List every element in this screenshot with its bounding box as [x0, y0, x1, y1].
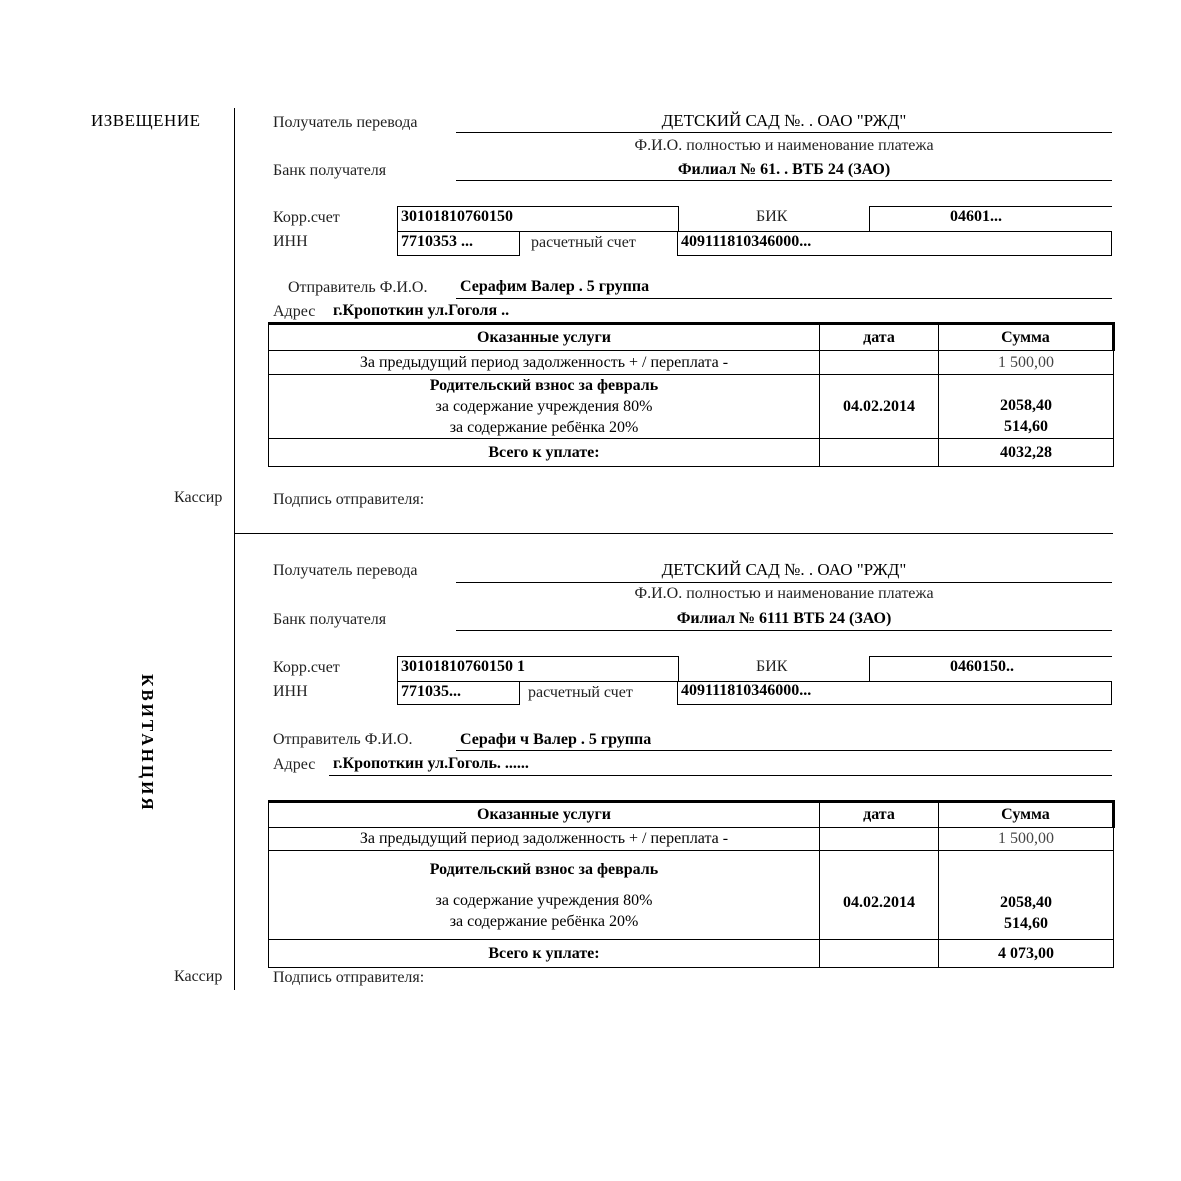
section-divider	[234, 533, 1113, 534]
table-row-fee	[269, 375, 1114, 439]
receipt-side-label: КВИТАНЦИЯ	[138, 673, 157, 813]
receipt-bank-underline	[456, 630, 1112, 631]
fee-sums	[939, 375, 1114, 439]
notice-sender-underline	[456, 298, 1112, 299]
notice-sender-value: Серафим Валер . 5 группа	[460, 278, 650, 295]
receipt-fio-caption: Ф.И.О. полностью и наименование платежа	[634, 585, 934, 602]
notice-bik-label: БИК	[756, 208, 788, 225]
fee-sum-child: 514,60	[1004, 915, 1048, 932]
previous-period-label: За предыдущий период задолженность + / переплата -	[269, 351, 820, 375]
notice-cashier-label: Кассир	[174, 489, 223, 506]
fee-title: Родительский взнос за февраль	[429, 377, 659, 394]
receipt-cashier-label: Кассир	[174, 968, 223, 985]
header-date: дата	[820, 324, 939, 351]
notice-recipient-underline	[456, 132, 1112, 133]
notice-recipient-label: Получатель перевода	[273, 114, 418, 131]
notice-inn-label: ИНН	[273, 233, 308, 250]
total-label: Всего к уплате:	[269, 439, 820, 467]
previous-period-label: За предыдущий период задолженность + / переплата -	[269, 828, 820, 851]
receipt-account-value: 409111810346000...	[681, 682, 812, 699]
table-row-total	[269, 940, 1114, 968]
receipt-bank-value: Филиал № 6111 ВТБ 24 (ЗАО)	[676, 610, 892, 627]
fee-line-institution: за содержание учреждения 80%	[435, 891, 653, 909]
receipt-bik-value: 0460150..	[950, 658, 1014, 675]
header-services: Оказанные услуги	[269, 324, 820, 351]
notice-bank-value: Филиал № 61. . ВТБ 24 (ЗАО)	[677, 161, 891, 178]
table-row-fee	[269, 851, 1114, 940]
table-row-previous	[269, 351, 1114, 375]
fee-description	[269, 851, 820, 940]
receipt-address-value: г.Кропоткин ул.Гоголь. ......	[333, 755, 529, 772]
header-services: Оказанные услуги	[269, 802, 820, 828]
receipt-inn-label: ИНН	[273, 683, 308, 700]
total-sum: 4 073,00	[939, 940, 1114, 968]
fee-line-institution: за содержание учреждения 80%	[435, 398, 653, 415]
fee-line-child: за содержание ребёнка 20%	[449, 419, 639, 436]
notice-inn-value: 7710353 ...	[401, 233, 473, 250]
notice-bik-value: 04601...	[950, 208, 1002, 225]
previous-period-date	[820, 828, 939, 851]
notice-account-value: 409111810346000...	[681, 233, 812, 250]
previous-period-sum: 1 500,00	[939, 828, 1114, 851]
header-sum: Сумма	[939, 802, 1114, 828]
table-header-row	[269, 324, 1114, 351]
fee-sum-institution: 2058,40	[1000, 894, 1052, 911]
receipt-sender-label: Отправитель Ф.И.О.	[273, 731, 413, 748]
notice-corr-label: Корр.счет	[273, 209, 340, 226]
notice-recipient-value: ДЕТСКИЙ САД №. . ОАО "РЖД"	[661, 111, 907, 130]
header-sum: Сумма	[939, 324, 1114, 351]
notice-address-label: Адрес	[273, 303, 316, 320]
fee-sum-institution: 2058,40	[1000, 396, 1052, 414]
fee-date: 04.02.2014	[820, 375, 939, 439]
receipt-recipient-value: ДЕТСКИЙ САД №. . ОАО "РЖД"	[661, 560, 907, 579]
fee-sum-child: 514,60	[1004, 417, 1048, 435]
notice-side-label: ИЗВЕЩЕНИЕ	[91, 111, 201, 130]
total-sum: 4032,28	[939, 439, 1114, 467]
receipt-address-underline	[329, 775, 1112, 776]
total-date	[820, 439, 939, 467]
receipt-corr-value: 30101810760150 1	[401, 658, 525, 675]
previous-period-date	[820, 351, 939, 375]
receipt-recipient-label: Получатель перевода	[273, 562, 418, 579]
receipt-sender-underline	[456, 750, 1112, 751]
notice-account-label: расчетный счет	[531, 234, 636, 251]
notice-bank-underline	[456, 180, 1112, 181]
table-header-row	[269, 802, 1114, 828]
fee-date: 04.02.2014	[820, 851, 939, 940]
table-row-previous	[269, 828, 1114, 851]
notice-corr-value: 30101810760150	[401, 208, 513, 225]
fee-title: Родительский взнос за февраль	[429, 860, 659, 878]
previous-period-sum: 1 500,00	[939, 351, 1114, 375]
table-row-total	[269, 439, 1114, 467]
fee-line-child: за содержание ребёнка 20%	[449, 912, 639, 930]
fee-sums	[939, 851, 1114, 940]
receipt-account-label: расчетный счет	[528, 684, 633, 701]
vertical-divider	[234, 108, 235, 990]
receipt-bik-label: БИК	[756, 658, 788, 675]
receipt-recipient-underline	[456, 582, 1112, 583]
receipt-signature-label: Подпись отправителя:	[273, 969, 425, 986]
notice-bank-label: Банк получателя	[273, 162, 387, 179]
header-date: дата	[820, 802, 939, 828]
notice-sender-label: Отправитель Ф.И.О.	[288, 279, 428, 296]
notice-services-table	[268, 322, 1115, 467]
receipt-services-table	[268, 800, 1115, 968]
receipt-address-label: Адрес	[273, 756, 316, 773]
total-label: Всего к уплате:	[269, 940, 820, 968]
receipt-bank-label: Банк получателя	[273, 611, 387, 628]
notice-fio-caption: Ф.И.О. полностью и наименование платежа	[634, 137, 934, 154]
notice-signature-label: Подпись отправителя:	[273, 491, 425, 508]
receipt-inn-value: 771035...	[401, 683, 461, 700]
notice-address-value: г.Кропоткин ул.Гоголя ..	[333, 302, 510, 319]
fee-description	[269, 375, 820, 439]
total-date	[820, 940, 939, 968]
receipt-corr-label: Корр.счет	[273, 659, 340, 676]
receipt-sender-value: Серафи ч Валер . 5 группа	[460, 731, 652, 748]
